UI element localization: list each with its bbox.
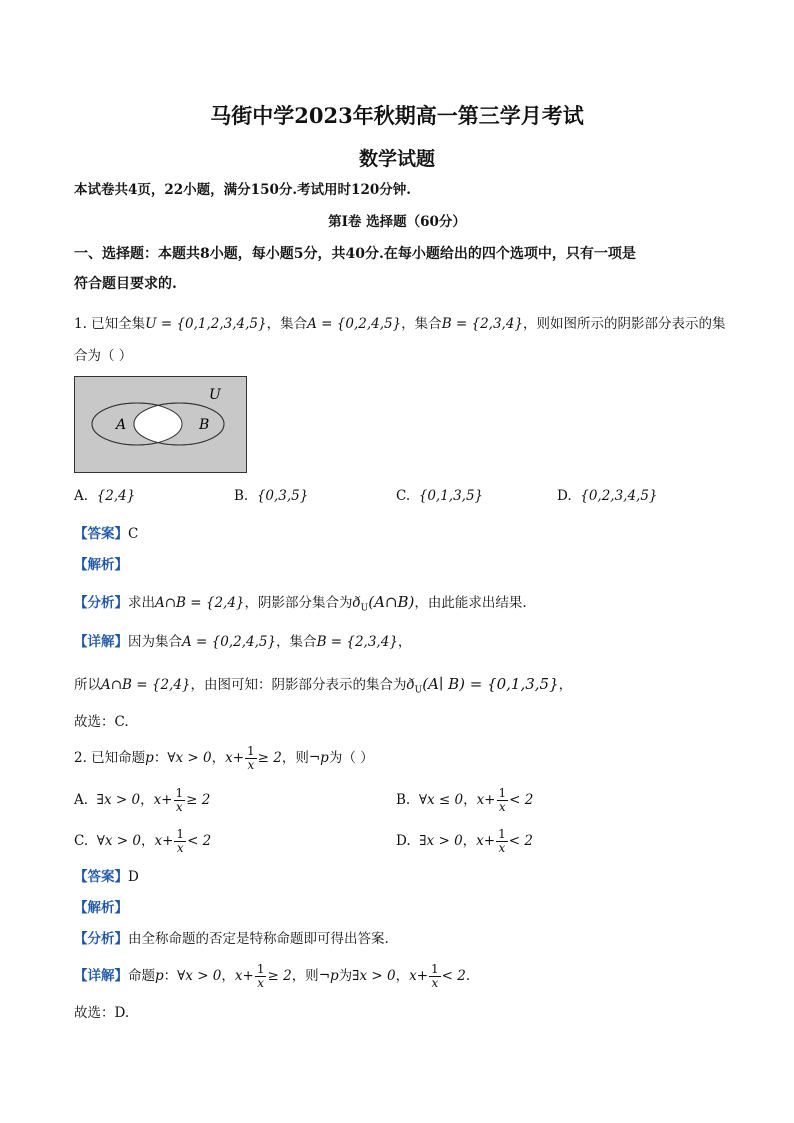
q2-detail-x2: x+	[409, 968, 429, 984]
q1-answer	[74, 524, 138, 544]
q1-detail-math1: A = {0,2,4,5}	[182, 634, 277, 650]
q1-detail-text-a: 因为集合	[128, 634, 182, 650]
q1-so-text-b: ，由图可知：阴影部分表示的集合为	[190, 677, 407, 693]
venn-diagram	[74, 376, 248, 474]
fraction-denominator: x	[175, 800, 183, 814]
q1-analysis-tag: 【解析】	[74, 557, 128, 573]
q2-option-d-x: x+	[476, 833, 496, 849]
venn-label-u: U	[209, 387, 221, 403]
q2-detail-text-b: ：	[163, 968, 178, 984]
q1-option-d-value: {0,2,3,4,5}	[580, 488, 658, 504]
q2-option-a-fraction	[174, 787, 186, 814]
q2-detail-fraction-2	[429, 963, 441, 990]
q2-option-b-quantifier: ∀x ≤ 0	[418, 792, 464, 808]
q1-fenxi-text-c: ，由此能求出结果.	[414, 595, 527, 611]
q2-detail-relation-2: < 2.	[441, 968, 471, 984]
q2-fenxi	[74, 929, 389, 949]
q2-detail-quantifier-2: ∃x > 0	[352, 968, 396, 984]
q2-option-c-fraction	[174, 828, 186, 855]
q2-fenxi-tag: 【分析】	[74, 931, 128, 947]
q1-fenxi-text-b: ，阴影部分集合为	[244, 595, 353, 611]
q1-choose: 故选：C.	[74, 714, 129, 730]
q1-fenxi-sub: U	[360, 603, 369, 614]
part1-instructions-line1: 一、选择题：本题共8小题，每小题5分，共40分.在每小题给出的四个选项中，只有一项是	[74, 246, 636, 262]
q1-fenxi	[74, 592, 527, 619]
part1-instructions-line2: 符合题目要求的.	[74, 276, 177, 292]
q2-detail-quantifier: ∀x > 0	[177, 968, 222, 984]
q2-option-a-sep: ，	[140, 792, 154, 808]
q2-stem-relation: ≥ 2	[257, 750, 282, 766]
q1-so-text-c: ，	[558, 677, 573, 693]
q1-option-b-value: {0,3,5}	[256, 488, 309, 504]
q1-conclusion	[74, 674, 572, 701]
q1-stem-text-c: ，集合	[401, 316, 442, 332]
q2-option-c-quantifier: ∀x > 0	[96, 833, 141, 849]
q2-detail-p: p	[155, 968, 164, 984]
q2-stem-text-c: ，	[211, 750, 226, 766]
q2-option-a[interactable]	[74, 786, 210, 814]
q1-option-a-label: A.	[74, 488, 89, 504]
q1-set-a: A = {0,2,4,5}	[307, 316, 402, 332]
fraction-denominator: x	[498, 841, 506, 855]
section-heading: 第Ⅰ卷 选择题（60分）	[328, 214, 466, 230]
fraction-numerator: 1	[247, 744, 255, 758]
q1-analysis-heading	[74, 555, 128, 575]
fraction-numerator: 1	[498, 827, 506, 841]
q2-answer	[74, 867, 139, 887]
q2-detail-text-a: 命题	[128, 968, 155, 984]
q1-stem-text-d: ，则如图所示的阴影部分表示的集	[523, 316, 726, 332]
q2-option-a-quantifier: ∃x > 0	[96, 792, 141, 808]
q2-stem-text-d: ，则	[281, 750, 309, 766]
q2-option-b-label: B.	[396, 792, 411, 808]
fraction-numerator: 1	[175, 786, 184, 800]
q1-fenxi-math1: A∩B = {2,4}	[155, 595, 245, 611]
q2-option-b-relation: < 2	[509, 792, 534, 808]
fraction-denominator: x	[257, 976, 265, 990]
q2-option-c-x: x+	[154, 833, 174, 849]
q1-answer-tag: 【答案】	[74, 526, 128, 542]
q2-detail-x: x+	[234, 968, 254, 984]
q2-option-a-x: x+	[153, 792, 173, 808]
fraction-numerator: 1	[498, 786, 507, 800]
q1-option-a[interactable]	[74, 486, 135, 506]
exam-intro: 本试卷共4页，22小题，满分150分.考试用时120分钟.	[74, 182, 411, 198]
q1-option-c[interactable]	[396, 486, 483, 506]
q1-detail-tag: 【详解】	[74, 634, 128, 650]
q2-choose: 故选：D.	[74, 1005, 130, 1021]
q1-detail-text-b: ，集合	[276, 634, 317, 650]
q2-option-b-x: x+	[476, 792, 496, 808]
q1-option-a-value: {2,4}	[96, 488, 136, 504]
q2-fenxi-text: 由全称命题的否定是特称命题即可得出答案.	[128, 931, 389, 947]
venn-label-a: A	[116, 417, 127, 433]
q2-stem-text-b: ：	[153, 750, 168, 766]
q1-so-math1: A∩B = {2,4}	[101, 677, 191, 693]
q2-option-d-label: D.	[396, 833, 411, 849]
q1-option-d-label: D.	[557, 488, 572, 504]
q1-fenxi-tag: 【分析】	[74, 595, 128, 611]
q1-so-complement: ð	[406, 677, 415, 693]
fraction-denominator: x	[431, 976, 439, 990]
q2-stem-quantifier: ∀x > 0	[167, 750, 212, 766]
q1-fenxi-complement: ð	[352, 595, 361, 611]
q2-stem-not-p: ¬p	[308, 750, 329, 766]
q2-stem-text-e: 为（ ）	[328, 750, 374, 766]
q2-option-b-fraction	[497, 787, 509, 814]
fraction-numerator: 1	[431, 962, 439, 976]
q2-detail-text-d: ，则	[291, 968, 319, 984]
q1-option-c-label: C.	[396, 488, 411, 504]
exam-title: 马街中学2023年秋期高一第三学月考试	[210, 103, 584, 128]
q1-stem-line1	[74, 314, 726, 334]
q2-option-d-fraction	[496, 828, 508, 855]
fraction-denominator: x	[498, 800, 506, 814]
q1-detail-text-c: ，	[397, 634, 412, 650]
q1-stem-line2: 合为（ ）	[74, 348, 133, 364]
q1-stem-text-a: 1. 已知全集	[74, 316, 146, 332]
q2-stem-text-a: 2. 已知命题	[74, 750, 146, 766]
q1-fenxi-text-a: 求出	[128, 595, 155, 611]
q2-option-d[interactable]	[396, 827, 533, 855]
q2-stem-fraction	[245, 745, 257, 772]
q2-analysis-tag: 【解析】	[74, 900, 128, 916]
q2-option-d-sep: ，	[462, 833, 477, 849]
fraction-numerator: 1	[176, 827, 185, 841]
q2-stem-p: p	[145, 750, 154, 766]
q2-detail-text-c: ，	[221, 968, 235, 984]
q1-option-d[interactable]	[557, 486, 658, 506]
q2-option-c-sep: ，	[140, 833, 155, 849]
q1-universal-set: U = {0,1,2,3,4,5}	[145, 316, 267, 332]
fraction-denominator: x	[247, 758, 255, 772]
q2-option-d-relation: < 2	[508, 833, 533, 849]
q2-option-c-relation: < 2	[187, 833, 212, 849]
fraction-denominator: x	[176, 841, 184, 855]
q2-detail-text-e: 为	[338, 968, 353, 984]
q2-answer-value: D	[128, 869, 139, 885]
q1-fenxi-math3: (A∩B)	[368, 593, 415, 611]
q2-option-c-label: C.	[74, 833, 89, 849]
q1-set-b: B = {2,3,4}	[441, 316, 524, 332]
exam-subtitle: 数学试题	[358, 148, 435, 170]
q2-option-d-quantifier: ∃x > 0	[419, 833, 463, 849]
q2-option-a-relation: ≥ 2	[186, 792, 211, 808]
venn-label-b: B	[199, 417, 210, 433]
q2-detail-tag: 【详解】	[74, 968, 128, 984]
q2-option-b-sep: ，	[463, 792, 477, 808]
q2-detail-text-f: ，	[395, 968, 410, 984]
q1-stem-text-b: ，集合	[266, 316, 308, 332]
q1-detail-math2: B = {2,3,4}	[316, 634, 398, 650]
fraction-numerator: 1	[256, 962, 265, 976]
q1-option-b[interactable]	[234, 486, 308, 506]
q2-option-b[interactable]	[396, 786, 533, 814]
q2-option-a-label: A.	[74, 792, 89, 808]
q2-detail-relation: ≥ 2	[267, 968, 292, 984]
q2-answer-tag: 【答案】	[74, 869, 128, 885]
q1-option-b-label: B.	[234, 488, 249, 504]
q2-detail	[74, 962, 470, 990]
q1-detail	[74, 632, 411, 652]
q1-so-math3: (A∣ B) = {0,1,3,5}	[422, 675, 559, 693]
q1-so-text-a: 所以	[74, 677, 101, 693]
q2-analysis-heading	[74, 898, 128, 918]
q2-stem	[74, 744, 374, 772]
q2-option-c[interactable]	[74, 827, 211, 855]
q1-option-c-value: {0,1,3,5}	[418, 488, 484, 504]
q1-so-sub: U	[414, 685, 423, 696]
q2-detail-not-p: ¬p	[318, 968, 339, 984]
q2-stem-x: x+	[225, 750, 245, 766]
q1-answer-value: C	[128, 526, 139, 542]
q2-detail-fraction-1	[255, 963, 267, 990]
